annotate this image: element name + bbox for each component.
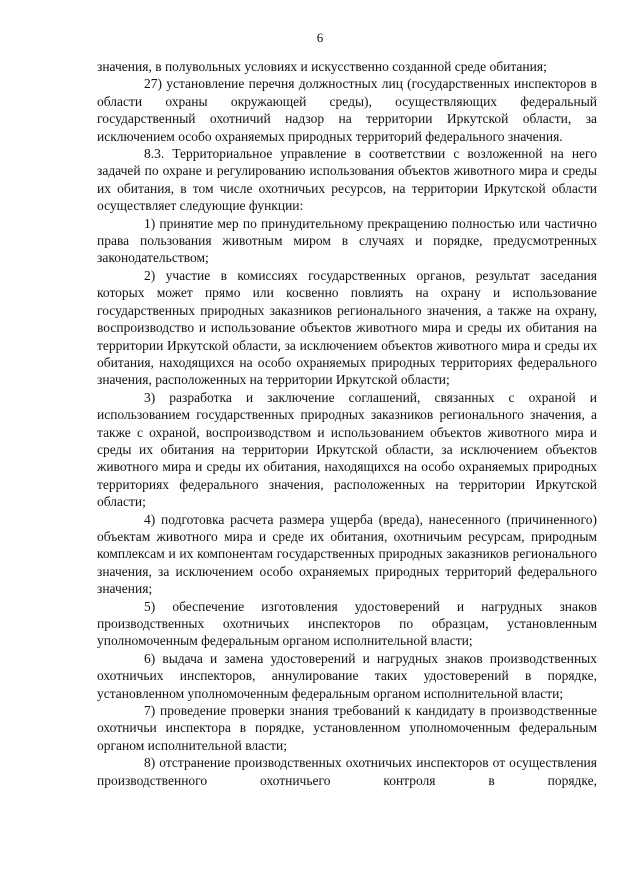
paragraph-item-1: 1) принятие мер по принудительному прекращению полностью или частично права пользования животным миром в случаях и порядке, предусмотренных законодательством;: [97, 215, 597, 266]
paragraph-item-4: 4) подготовка расчета размера ущерба (вреда), нанесенного (причиненного) объектам животного мира и среде их обитания, охотничьим ресурсам, природным комплексам и их компонентам государственных природных заказников регионального значения, за исключением особо охраняемых природных территорий федерального значения;: [97, 511, 597, 597]
paragraph-item-5: 5) обеспечение изготовления удостоверений и нагрудных знаков производственных охотничьих инспекторов по образцам, установленным уполномоченным федеральным органом исполнительной власти;: [97, 598, 597, 649]
paragraph-item-6: 6) выдача и замена удостоверений и нагрудных знаков производственных охотничьих инспекторов, аннулирование таких удостоверений в порядке, установленном уполномоченным федеральным органом исполнительной власти;: [97, 650, 597, 701]
paragraph-item-8: 8) отстранение производственных охотничьих инспекторов от осуществления производственного охотничьего контроля в порядке,: [97, 755, 597, 788]
paragraph-item-2: 2) участие в комиссиях государственных органов, результат заседания которых может прямо или косвенно повлиять на охрану и использование государственных природных заказников регионального значения, а также на охрану, воспроизводство и использование объектов животного мира и среды их обитания на территории Иркутской области, за исключением объектов животного мира и среды их обитания, находящихся на особо охраняемых природных территориях федерального значения, расположенных на территории Иркутской области;: [97, 267, 597, 388]
document-body: [97, 58, 597, 789]
page-number: 6: [316, 30, 324, 45]
paragraph-item-7: 7) проведение проверки знания требований к кандидату в производственные охотничьи инспектора в порядке, установленном уполномоченным федеральным органом исполнительной власти;: [97, 703, 597, 753]
paragraph-continuation-26: значения, в полувольных условиях и искусственно созданной среде обитания;: [97, 59, 547, 74]
paragraph-item-3: 3) разработка и заключение соглашений, связанных с охраной и использованием государственных природных заказников регионального значения, а также с охраной, воспроизводством и использованием объектов животного мира и среды их обитания на территории Иркутской области, за исключением объектов животного мира и среды их обитания, находящихся на особо охраняемых природных территориях федерального значения, расположенных на территории Иркутской области;: [97, 389, 597, 510]
paragraph-item-27: 27) установление перечня должностных лиц (государственных инспекторов в области охраны окружающей среды), осуществляющих федеральный государственный охотничий надзор на территории Иркутской области, за исключением особо охраняемых природных территорий федерального значения.: [97, 76, 597, 144]
paragraph-section-8-3: 8.3. Территориальное управление в соответствии с возложенной на него задачей по охране и регулированию использования объектов животного мира и среды их обитания, в том числе охотничьих ресурсов, на территории Иркутской области осуществляет следующие функции:: [97, 146, 597, 214]
